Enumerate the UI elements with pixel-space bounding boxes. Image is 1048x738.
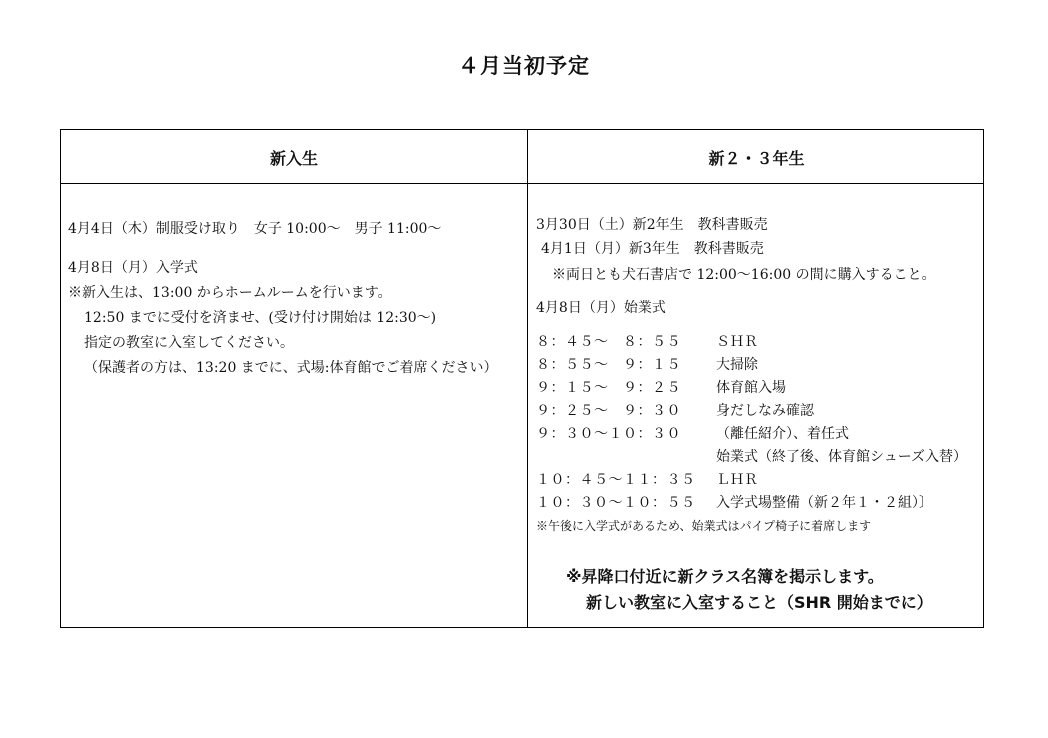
schedule-event: （離任紹介）、着任式 [716,426,849,442]
uniform-pickup-line: 4月4日（木）制服受け取り 女子 10:00～ 男子 11:00～ [68,221,442,237]
schedule-table [60,129,984,628]
schedule-time: ９：２５～ ９：３０ [536,403,681,419]
textbook-sale-grade2: 3月30日（土）新2年生 教科書販売 [536,217,768,233]
bookstore-note: ※両日とも犬石書店で 12:00～16:00 の間に購入すること。 [552,267,936,283]
schedule-time: ９：３０～１０：３０ [536,426,681,442]
schedule-event: ＳＨＲ [716,334,758,350]
schedule-event: 体育館入場 [716,380,786,396]
schedule-event: ＬＨＲ [716,472,758,488]
schedule-time: ９：１５～ ９：２５ [536,380,681,396]
schedule-event: 身だしなみ確認 [716,403,814,419]
entrance-ceremony-date: 4月8日（月）入学式 [68,260,198,276]
guardian-note: （保護者の方は、13:20 までに、式場:体育館でご着席ください） [84,360,498,376]
schedule-event: 入学式場整備（新２年１・２組）〕 [716,495,933,511]
header-divider [61,183,983,184]
opening-ceremony-date: 4月8日（月）始業式 [536,300,666,316]
schedule-event: 大掃除 [716,357,758,373]
classroom-note: 指定の教室に入室してください。 [84,335,294,351]
schedule-time: １０：３０～１０：５５ [536,495,696,511]
header-grade-2-3: 新２・３年生 [708,149,805,168]
classroom-entry-notice: 新しい教室に入室すること（SHR 開始までに） [586,593,933,612]
reception-note: 12:50 までに受付を済ませ、(受け付け開始は 12:30～) [84,310,437,326]
pipe-chair-note: ※午後に入学式があるため、始業式はパイプ椅子に着席します [536,519,872,533]
header-new-students: 新入生 [269,149,318,168]
column-divider [527,130,528,627]
homeroom-note: ※新入生は、13:00 からホームルームを行います。 [68,285,392,301]
schedule-time: ８：５５～ ９：１５ [536,357,681,373]
textbook-sale-grade3: 4月1日（月）新3年生 教科書販売 [541,241,764,257]
class-list-notice: ※昇降口付近に新クラス名簿を掲示します。 [566,567,884,586]
schedule-time: １０：４５～１１：３５ [536,472,696,488]
schedule-event: 始業式（終了後、体育館シューズ入替） [716,449,968,465]
schedule-time: ８：４５～ ８：５５ [536,334,681,350]
page-title: ４月当初予定 [458,54,590,78]
